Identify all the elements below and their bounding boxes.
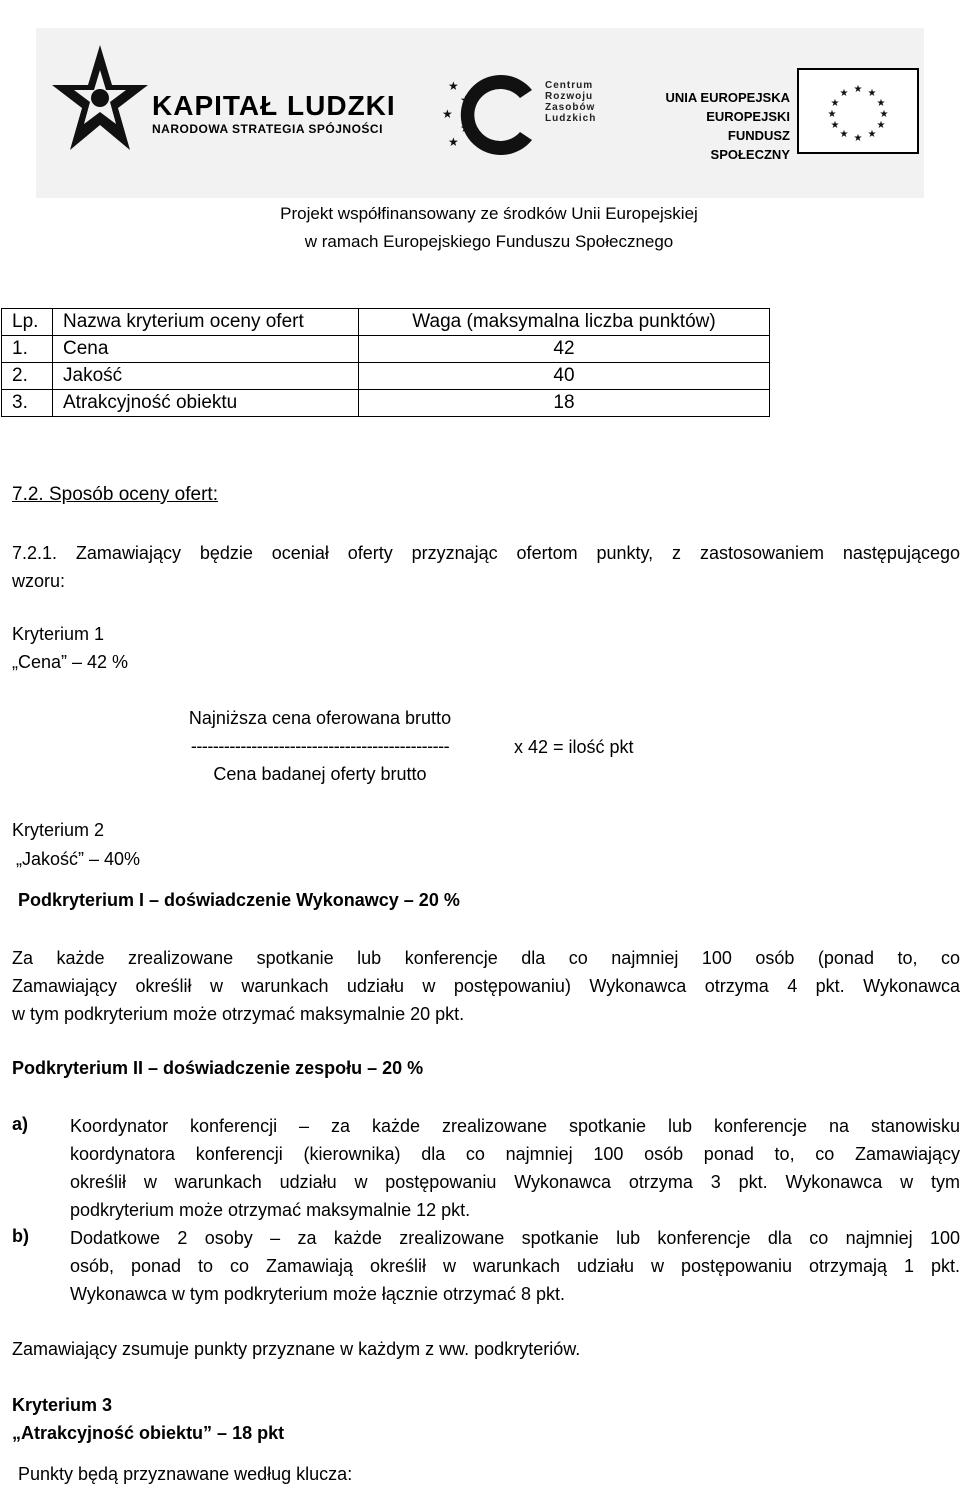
subcriterion-1-text [12,944,960,1028]
table-row [2,390,770,417]
intro-line: wzoru: [12,571,66,591]
table-header-cell: Lp. [2,309,53,336]
svg-text:★: ★ [879,109,889,120]
list-label-a: a) [12,1114,29,1134]
eu-line: UNIA EUROPEJSKA [665,90,790,105]
criterion-3-label: Kryterium 3 [12,1395,113,1415]
crzl-line: Centrum [545,80,594,91]
criterion-1-name: „Cena” – 42 % [12,652,129,672]
list-item-b-line: Wykonawca w tym podkryterium może łącznie otrzymać 8 pkt. [70,1284,565,1304]
svg-text:★: ★ [853,133,863,144]
subcriterion-1-line: Zamawiający określił w warunkach udziału w postępowaniu) Wykonawca otrzyma 4 pkt. Wykonawca [12,976,960,996]
list-item-a-line: podkryterium może otrzymać maksymalnie 12 pkt. [70,1200,471,1220]
list-item-a-line: określił w warunkach udziału w postępowaniu Wykonawca otrzyma 3 pkt. Wykonawca w tym [70,1172,960,1192]
crzl-line: Zasobów [545,102,596,113]
svg-text:★: ★ [876,120,886,131]
crzl-name [545,80,596,124]
svg-text:★: ★ [830,98,840,109]
key-intro: Punkty będą przyznawane według klucza: [18,1464,353,1484]
kapital-ludzki-subtitle: NARODOWA STRATEGIA SPÓJNOŚCI [152,122,383,136]
svg-text:★: ★ [460,121,471,135]
table-row [2,363,770,390]
table-header-cell: Nazwa kryterium oceny ofert [53,309,359,336]
table-cell-value: 18 [359,390,770,417]
svg-text:★: ★ [839,88,849,99]
formula-divider: ----------------------------------------------- [190,736,450,756]
criterion-2-label: Kryterium 2 [12,820,105,840]
table-cell-name: Jakość [53,363,359,390]
list-item-b [70,1224,960,1308]
svg-text:★: ★ [853,84,863,95]
project-line-2: w ramach Europejskiego Funduszu Społecznego [304,232,674,251]
svg-text:★: ★ [876,98,886,109]
section-heading: 7.2. Sposób oceny ofert: [12,484,218,505]
table-cell-value: 40 [359,363,770,390]
svg-text:★: ★ [448,135,459,149]
project-line-1: Projekt współfinansowany ze środków Unii Europejskiej [280,204,698,223]
svg-text:★: ★ [448,79,459,93]
table-cell-name: Cena [53,336,359,363]
svg-text:★: ★ [839,129,849,140]
intro-paragraph [12,539,960,595]
crzl-line: Ludzkich [545,113,597,124]
list-item-a-line: koordynatora konferencji (kierownika) dla co najmniej 100 osób ponad to, co Zamawiający [70,1144,960,1164]
kapital-ludzki-star-logo [50,40,150,170]
svg-text:★: ★ [867,88,877,99]
list-item-a [70,1112,960,1224]
eu-name [650,88,790,164]
eu-line: EUROPEJSKI [706,109,790,124]
svg-text:★: ★ [442,107,453,121]
subcriterion-1-line: Za każde zrealizowane spotkanie lub konferencje dla co najmniej 100 osób (ponad to, co [12,948,960,968]
subcriterion-2-title: Podkryterium II – doświadczenie zespołu – 20 % [12,1058,424,1078]
table-header-row [2,309,770,336]
table-cell-name: Atrakcyjność obiektu [53,390,359,417]
kapital-ludzki-title: KAPITAŁ LUDZKI [152,90,396,121]
table-cell-num: 2. [2,363,53,390]
criterion-3-name: „Atrakcyjność obiektu” – 18 pkt [12,1423,285,1443]
svg-text:★: ★ [827,109,837,120]
list-item-b-line: Dodatkowe 2 osoby – za każde zrealizowane spotkanie lub konferencje dla co najmniej 100 [70,1228,960,1248]
criteria-table [1,308,770,417]
table-row [2,336,770,363]
eu-flag-icon [797,68,919,154]
svg-text:★: ★ [867,129,877,140]
crzl-logo [440,70,540,160]
table-header-cell: Waga (maksymalna liczba punktów) [359,309,770,336]
table-cell-value: 42 [359,336,770,363]
crzl-line: Rozwoju [545,91,594,102]
table-cell-num: 1. [2,336,53,363]
list-item-a-line: Koordynator konferencji – za każde zrealizowane spotkanie lub konferencje na stanowisku [70,1116,960,1136]
subcriterion-1-title: Podkryterium I – doświadczenie Wykonawcy – 20 % [18,890,460,910]
criterion-2-name: „Jakość” – 40% [16,849,141,869]
intro-line: 7.2.1. Zamawiający będzie oceniał oferty przyznając ofertom punkty, z zastosowaniem następującego [12,543,960,563]
svg-text:★: ★ [460,93,471,107]
formula-multiplier: x 42 = ilość pkt [514,737,634,757]
criterion-1-label: Kryterium 1 [12,624,105,644]
list-item-b-line: osób, ponad to co Zamawiają określił w warunkach udziału w postępowaniu otrzymają 1 pkt. [70,1256,960,1276]
list-label-b: b) [12,1226,29,1246]
formula-numerator: Najniższa cena oferowana brutto [188,708,452,728]
table-cell-num: 3. [2,390,53,417]
sum-note: Zamawiający zsumuje punkty przyznane w każdym z ww. podkryteriów. [12,1339,581,1359]
formula-denominator: Cena badanej oferty brutto [213,764,427,784]
subcriterion-1-line: w tym podkryterium może otrzymać maksymalnie 20 pkt. [12,1004,465,1024]
eu-line: FUNDUSZ SPOŁECZNY [710,128,790,162]
svg-text:★: ★ [830,120,840,131]
